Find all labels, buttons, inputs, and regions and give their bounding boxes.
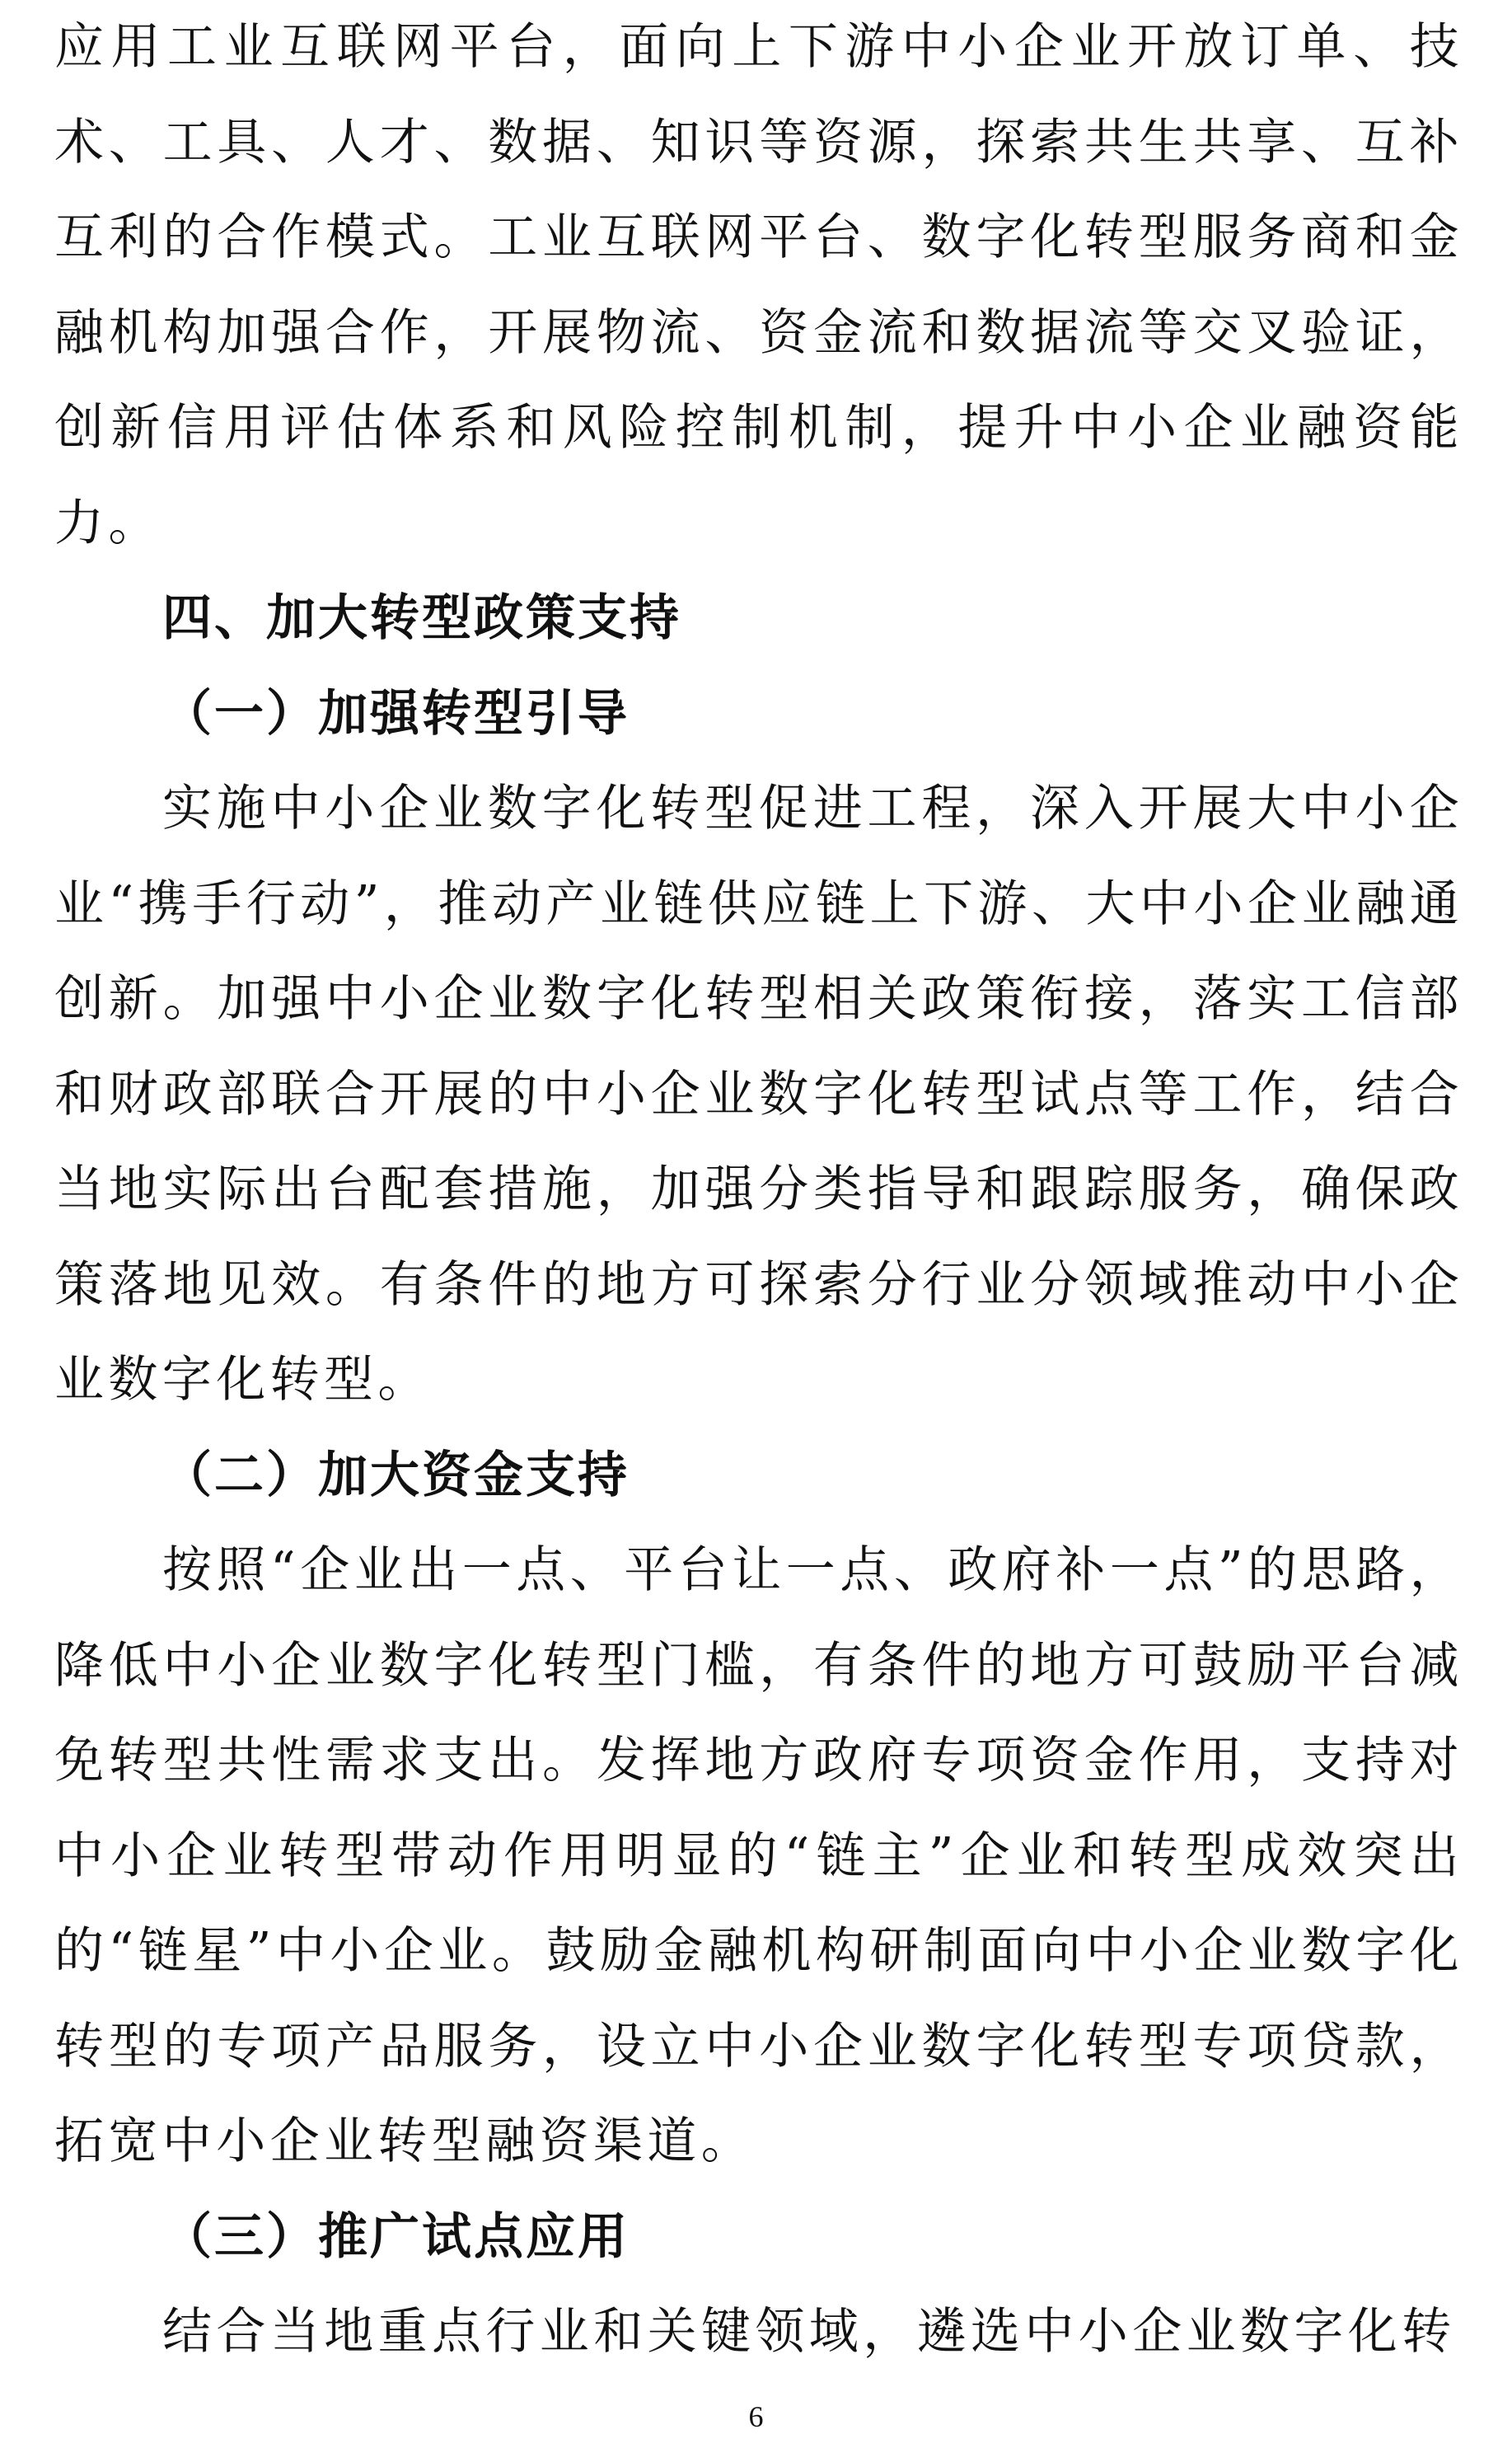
body-paragraph: 应用工业互联网平台，面向上下游中小企业开放订单、技术、工具、人才、数据、知识等资源，探索共生共享、互补互利的合作模式。工业互联网平台、数字化转型服务商和金融机构加强合作，开展物流、资金流和数据流等交叉验证，创新信用评估体系和风险控制机制，提升中小企业融资能力。 bbox=[54, 18, 1463, 552]
document-body bbox=[54, 0, 1463, 2380]
body-paragraph: 实施中小企业数字化转型促进工程，深入开展大中小企业“携手行动”，推动产业链供应链上下游、大中小企业融通创新。加强中小企业数字化转型相关政策衔接，落实工信部和财政部联合开展的中小企业数字化转型试点等工作，结合当地实际出台配套措施，加强分类指导和跟踪服务，确保政策落地见效。有条件的地方可探索分行业分领域推动中小企业数字化转型。 bbox=[54, 780, 1463, 1409]
section-heading: 四、加大转型政策支持 bbox=[162, 589, 681, 647]
subsection-heading: （三）推广试点应用 bbox=[162, 2207, 630, 2266]
page-number: 6 bbox=[748, 2400, 764, 2433]
body-paragraph: 按照“企业出一点、平台让一点、政府补一点”的思路，降低中小企业数字化转型门槛，有条件的地方可鼓励平台减免转型共性需求支出。发挥地方政府专项资金作用，支持对中小企业转型带动作用明显的“链主”企业和转型成效突出的“链星”中小企业。鼓励金融机构研制面向中小企业数字化转型的专项产品服务，设立中小企业数字化转型专项贷款，拓宽中小企业转型融资渠道。 bbox=[54, 1541, 1463, 2170]
subsection-heading: （二）加大资金支持 bbox=[162, 1446, 630, 1504]
body-paragraph: 结合当地重点行业和关键领域，遴选中小企业数字化转 bbox=[162, 2303, 1456, 2361]
subsection-heading: （一）加强转型引导 bbox=[162, 684, 630, 743]
